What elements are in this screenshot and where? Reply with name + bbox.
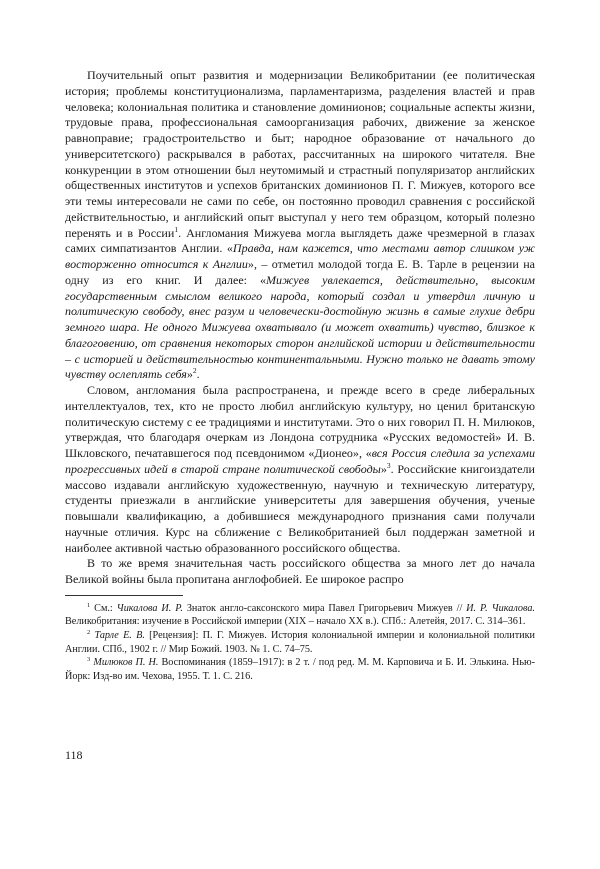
footnote-author: Чикалова И. Р. bbox=[116, 602, 183, 614]
paragraph-text: » bbox=[186, 367, 193, 382]
page-number: 118 bbox=[65, 748, 83, 762]
footnote-text: Великобритания: изучение в Российской империи (XIX – начало XX в.). СПб.: Алетейя, 2017. С. 314–361. bbox=[65, 616, 526, 628]
footnote-author: Милюков П. Н. bbox=[93, 657, 159, 669]
body-paragraph-2 bbox=[65, 383, 535, 556]
footnote-number: 1 bbox=[87, 601, 91, 609]
footnote-text: [Рецензия]: П. Г. Мижуев. История колониальной империи и колониальной политики Англии. СПб., 1902 г. // Мир Божий. 1903. № 1. С. 74–75. bbox=[65, 629, 536, 655]
footnote-ref-3[interactable]: 3 bbox=[386, 460, 391, 470]
paragraph-text: », – отметил молодой тогда Е. В. Тарле в рецензии на одну из его книг. И далее: « bbox=[65, 257, 535, 287]
paragraph-text: . Англомания Мижуева могла выглядеть даже чрезмерной в глазах самих симпатизантов Англии. « bbox=[65, 225, 535, 256]
paragraph-text: . bbox=[196, 367, 200, 382]
paragraph-text: . Российские книгоиздатели массово издавали английскую художественную, научную и техническую литературу, студенты приезжали в английские университеты для завершения обучения, ученые повышали квалификацию, а добившиеся международного признания сами получали научные отличия. Курс на сближение с Великобританией был поддержан заметной и наиболее активной частью образованного российского общества. bbox=[65, 461, 535, 555]
footnote-author: И. Р. Чикалова. bbox=[466, 602, 535, 614]
body-paragraph-3: В то же время значительная часть российского общества за много лет до начала Великой войны была пропитана англофобией. Ее широкое распро bbox=[65, 556, 535, 586]
paragraph-text: » bbox=[380, 461, 387, 476]
footnote-ref-1[interactable]: 1 bbox=[174, 224, 179, 234]
footnote-divider bbox=[65, 595, 183, 596]
paragraph-text: Словом, англомания была распространена, и прежде всего в среде либеральных интеллектуалов, тех, кто не просто любил английскую культуру, но ценил британскую политическую систему с ее традициями и институтами. Это о них говорил П. Н. Милюков, утверждая, что благодаря очеркам из Лондона сотрудника «Русских ведомостей» И. В. Шкловского, печатавшегося под псевдонимом «Дионео», « bbox=[65, 383, 535, 460]
footnote-text: См.: bbox=[90, 602, 117, 614]
footnote-number: 2 bbox=[87, 628, 91, 636]
footnote-2 bbox=[65, 629, 535, 656]
footnote-ref-2[interactable]: 2 bbox=[192, 366, 197, 376]
quote-italic: Правда, нам кажется, что местами автор слишком уж восторженно относится к Англии bbox=[65, 241, 535, 271]
body-paragraph-1 bbox=[65, 68, 535, 383]
quote-italic: Мижуев увлекается, действительно, высоким государственным смыслом великого народа, который создал и утвердил личную и политическую свободу, внес разум и человечески-достойную жизнь в самые глухие дебри земного шара. Не одного Мижуева охватывало (и может охватить) чувство, близкое к благоговению, от сравнения некоторых сторон английской истории и действительности – с историей и действительностью континентальными. Нужно только не давать этому чувству ослеплять себя bbox=[65, 272, 535, 382]
footnote-1 bbox=[65, 602, 535, 629]
footnote-text: Знаток англо-саксонского мира Павел Григорьевич Мижуев // bbox=[182, 602, 467, 614]
page-content bbox=[65, 68, 535, 683]
footnote-3 bbox=[65, 656, 535, 683]
quote-italic: вся Россия следила за успехами прогрессивных идей в старой стране политической свободы bbox=[65, 446, 535, 476]
footnote-author: Тарле Е. В. bbox=[94, 629, 145, 641]
footnote-text: Воспоминания (1859–1917): в 2 т. / под ред. М. М. Карповича и Б. И. Элькина. Нью-Йорк: Изд-во им. Чехова, 1955. Т. 1. С. 216. bbox=[65, 657, 536, 682]
footnote-number: 3 bbox=[87, 656, 91, 664]
paragraph-text: Поучительный опыт развития и модернизации Великобритании (ее политическая история; проблемы конституционализма, парламентаризма, разделения властей и прав человека; колониальная политика и становление доминионов; социальные аспекты жизни, трудовые права, профессиональная самоорганизация рабочих, движение за женское равноправие; градостроительство и быт; народное образование от начального до университетского) раскрывался в работах, рассчитанных на широкого читателя. Вне конкуренции в этом отношении был неутомимый и страстный популяризатор английских общественных институтов и успехов британских доминионов П. Г. Мижуев, которого все эти темы интересовали не сами по себе, он постоянно проводил сравнения с российской действительностью, и английский опыт выступал у него тем образцом, который полезно перенять и в России bbox=[65, 68, 535, 240]
